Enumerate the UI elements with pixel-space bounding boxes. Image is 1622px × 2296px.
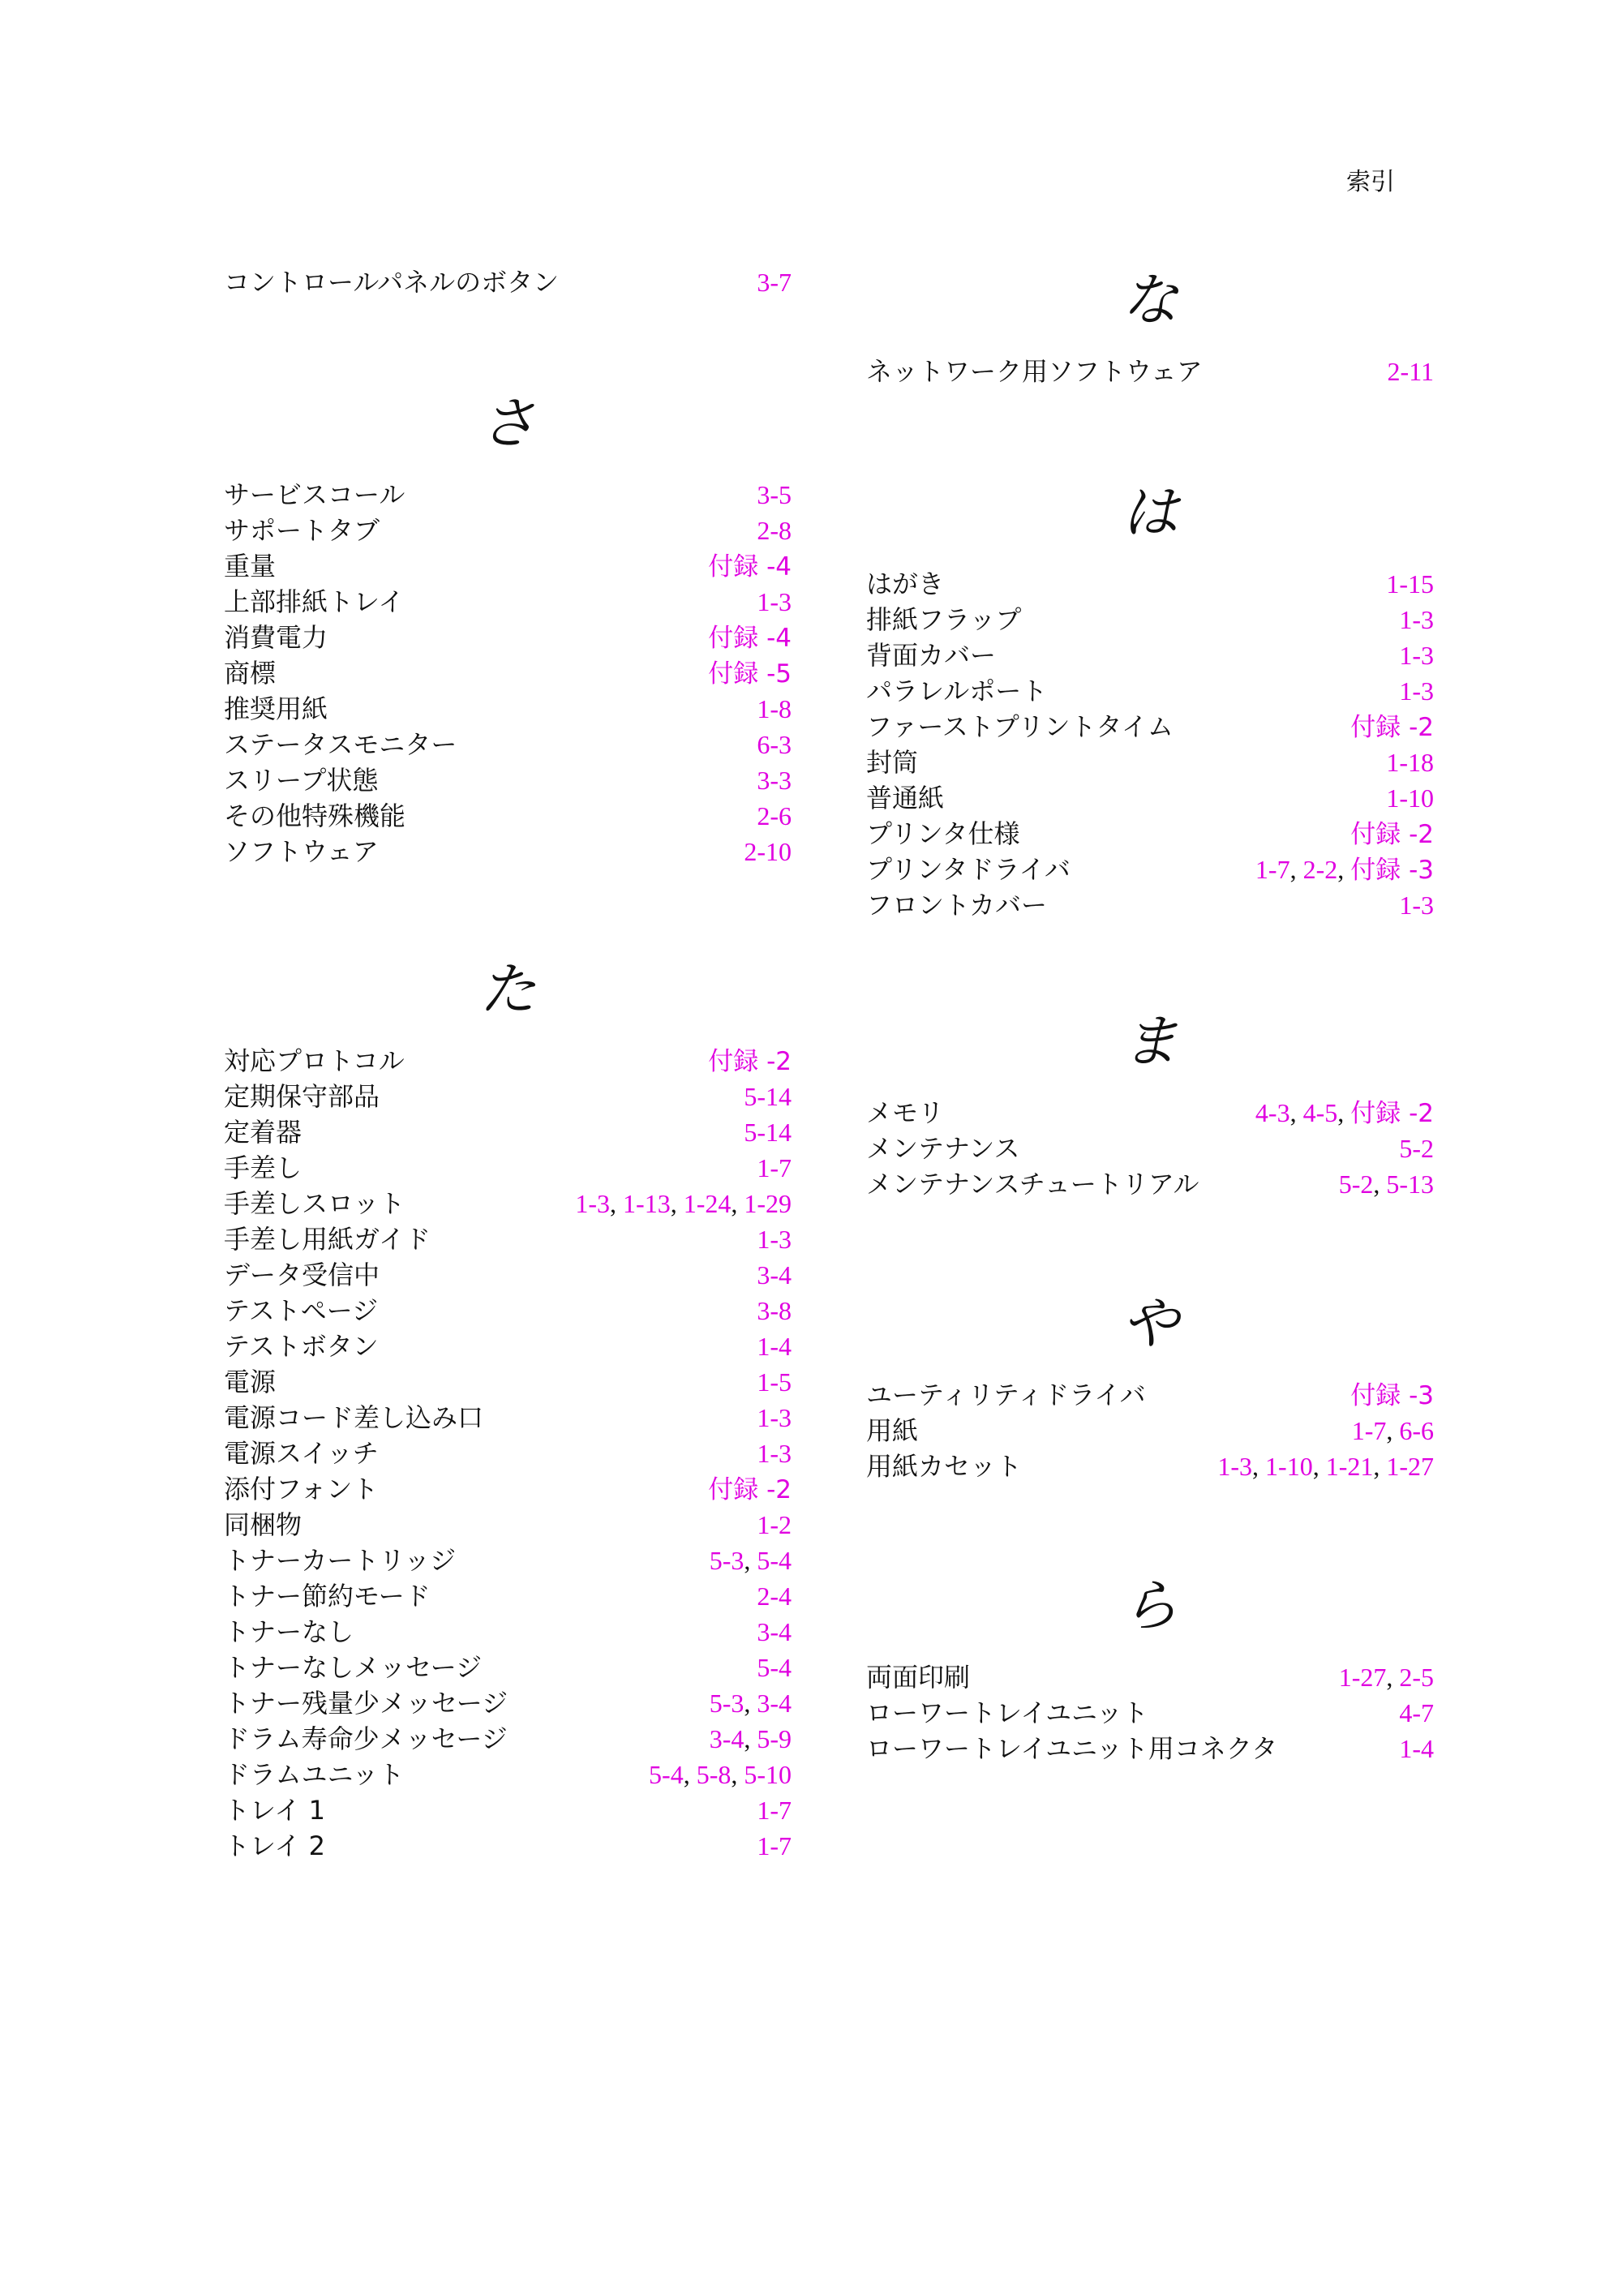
index-page-refs: [757, 1293, 792, 1328]
index-term: 消費電力: [224, 622, 328, 653]
index-entry: [224, 1043, 792, 1079]
index-term: 対応プロトコル: [224, 1045, 405, 1076]
index-entry: [224, 1400, 792, 1436]
index-page-refs: [1386, 780, 1434, 816]
index-entry: [224, 1614, 792, 1650]
page-ref-separator: ,: [744, 1689, 757, 1718]
index-page-refs: [1350, 816, 1434, 852]
page-ref-separator: ,: [1337, 1098, 1351, 1127]
page-ref-link[interactable]: 1-18: [1386, 748, 1434, 777]
page-ref-link[interactable]: 3-4: [709, 1724, 744, 1753]
index-page-refs: [1399, 673, 1434, 709]
index-page-refs: [757, 1328, 792, 1364]
page-ref-link[interactable]: 付録 -4: [708, 552, 792, 582]
page-ref-link[interactable]: 付録 -5: [708, 659, 792, 689]
page-ref-link[interactable]: 5-3: [709, 1689, 744, 1718]
page-ref-separator: ,: [1386, 1663, 1400, 1692]
page-ref-separator: ,: [731, 1189, 744, 1218]
index-page-refs: [757, 691, 792, 727]
page-ref-link[interactable]: 3-8: [757, 1296, 792, 1325]
page-ref-link[interactable]: 5-4: [757, 1546, 792, 1575]
index-term: 封筒: [866, 747, 919, 778]
index-term: トレイ 1: [224, 1795, 325, 1826]
page-ref-link[interactable]: 1-10: [1265, 1452, 1313, 1481]
page-ref-link[interactable]: 1-27: [1386, 1452, 1434, 1481]
page-ref-link[interactable]: 付録 -2: [1350, 1099, 1434, 1128]
index-entry: [224, 1364, 792, 1400]
index-entry: [866, 1695, 1434, 1731]
index-page-refs: [708, 1471, 792, 1508]
index-page-refs: [708, 620, 792, 656]
index-term: サポートタブ: [224, 515, 380, 546]
page-ref-link[interactable]: 1-7: [757, 1796, 792, 1825]
index-page-refs: [1399, 887, 1434, 923]
page-ref-link[interactable]: 1-13: [623, 1189, 671, 1218]
page-ref-link[interactable]: 付録 -2: [708, 1475, 792, 1504]
page-ref-link[interactable]: 2-10: [744, 837, 792, 866]
index-entry: [224, 1436, 792, 1471]
page-ref-link[interactable]: 1-2: [757, 1510, 792, 1539]
page-header-title: 索引: [1346, 168, 1395, 196]
index-section: [866, 1009, 1434, 1202]
index-page-refs: [1339, 1166, 1434, 1202]
index-section-heading: ら: [1122, 1573, 1178, 1639]
page-ref-link[interactable]: 付録 -2: [1350, 820, 1434, 849]
index-entry: [224, 620, 792, 655]
page-ref-separator: ,: [1289, 855, 1303, 884]
index-section: [224, 391, 792, 869]
index-entry: [224, 477, 792, 513]
index-page-refs: [1350, 1377, 1434, 1414]
index-term: スリープ状態: [224, 765, 379, 796]
page-ref-link[interactable]: 5-10: [744, 1760, 792, 1789]
page-ref-link[interactable]: 1-3: [757, 1439, 792, 1468]
index-entry: [224, 1079, 792, 1114]
index-page-refs: [1399, 1131, 1434, 1166]
page-ref-link[interactable]: 1-3: [1399, 891, 1434, 920]
index-term: サービスコール: [224, 479, 406, 510]
page-ref-link[interactable]: 2-8: [757, 516, 792, 545]
index-term: ファーストプリントタイム: [866, 711, 1174, 742]
index-page-refs: [757, 584, 792, 620]
index-page-refs: [757, 1507, 792, 1543]
index-page-refs: [1339, 1659, 1434, 1695]
index-page-refs: [757, 1364, 792, 1400]
index-term: ネットワーク用ソフトウェア: [866, 356, 1203, 387]
index-term: ユーティリティドライバ: [866, 1380, 1146, 1410]
index-section-heading: さ: [479, 390, 536, 457]
page-ref-link[interactable]: 付録 -3: [1350, 856, 1434, 885]
index-entry: [224, 1543, 792, 1578]
index-term: フロントカバー: [866, 890, 1048, 921]
index-entry: [866, 1377, 1434, 1413]
index-section: [866, 480, 1434, 923]
index-entry: [866, 637, 1434, 673]
index-term: メモリ: [866, 1097, 945, 1128]
index-page-refs: [710, 1543, 792, 1578]
index-entry: [224, 1757, 792, 1792]
page-ref-link[interactable]: 2-5: [1399, 1663, 1434, 1692]
page-ref-separator: ,: [1373, 1452, 1387, 1481]
page-ref-link[interactable]: 5-4: [649, 1760, 684, 1789]
page-ref-link[interactable]: 1-24: [683, 1189, 732, 1218]
page-ref-link[interactable]: 1-29: [744, 1189, 792, 1218]
index-page-refs: [649, 1757, 792, 1792]
index-entry: [866, 1413, 1434, 1448]
page-ref-link[interactable]: 3-5: [757, 480, 792, 509]
index-term: 電源スイッチ: [224, 1438, 379, 1469]
index-entry: [224, 584, 792, 620]
index-entry: [224, 691, 792, 727]
page-ref-separator: ,: [731, 1760, 744, 1789]
page-ref-separator: ,: [1252, 1452, 1266, 1481]
index-page-refs: [1399, 602, 1434, 637]
page-ref-link[interactable]: 1-7: [1351, 1416, 1387, 1445]
page-ref-link[interactable]: 6-6: [1399, 1416, 1434, 1445]
index-term: プリンタ仕様: [866, 818, 1020, 849]
index-entry: [224, 1471, 792, 1507]
index-term: データ受信中: [224, 1260, 380, 1290]
page-ref-link[interactable]: 付録 -2: [708, 1047, 792, 1076]
index-term: トナーなし: [224, 1616, 354, 1647]
index-entry: [224, 1221, 792, 1257]
index-entry: [866, 1166, 1434, 1202]
index-page-refs: [757, 1792, 792, 1828]
page-ref-link[interactable]: 1-10: [1386, 783, 1434, 813]
index-term: メンテナンスチュートリアル: [866, 1169, 1199, 1199]
page-ref-link[interactable]: 5-4: [757, 1653, 792, 1682]
index-term: 定期保守部品: [224, 1081, 380, 1112]
index-entry: [866, 1659, 1434, 1695]
page-ref-link[interactable]: 1-4: [1399, 1734, 1434, 1763]
index-page-refs: [1386, 566, 1434, 602]
index-term: 手差し用紙ガイド: [224, 1224, 431, 1255]
page-ref-link[interactable]: 1-3: [1399, 676, 1434, 706]
page-ref-link[interactable]: 2-6: [757, 801, 792, 830]
page-ref-separator: ,: [683, 1760, 697, 1789]
index-entry: [866, 1731, 1434, 1766]
index-entry: [224, 513, 792, 548]
index-page-refs: [744, 1079, 792, 1114]
index-page-refs: [575, 1186, 792, 1221]
index-entry: [224, 762, 792, 798]
index-term: 用紙: [866, 1415, 919, 1446]
index-page-refs: [708, 548, 792, 585]
index-page-refs: [757, 264, 792, 300]
index-entry: [866, 1095, 1434, 1131]
index-section-heading: は: [1122, 479, 1178, 546]
index-page-refs: [1399, 1731, 1434, 1766]
page-ref-separator: ,: [1337, 855, 1351, 884]
index-page-refs: [1217, 1448, 1434, 1484]
page-ref-separator: ,: [670, 1189, 684, 1218]
page-ref-link[interactable]: 2-11: [1387, 357, 1434, 386]
index-section: [866, 268, 1434, 389]
index-section-heading: や: [1122, 1290, 1178, 1357]
index-section-heading: ま: [1122, 1008, 1178, 1075]
page-ref-separator: ,: [610, 1189, 624, 1218]
page-ref-link[interactable]: 3-4: [757, 1689, 792, 1718]
index-section: [224, 264, 792, 300]
index-page-refs: [1399, 637, 1434, 673]
index-term: メンテナンス: [866, 1133, 1020, 1164]
index-page-refs: [757, 1650, 792, 1685]
index-entry: [224, 1792, 792, 1828]
index-term: コントロールパネルのボタン: [224, 267, 560, 298]
page-ref-link[interactable]: 1-3: [1399, 605, 1434, 634]
index-entry: [224, 1150, 792, 1186]
index-term: 排紙フラップ: [866, 604, 1022, 635]
page-ref-link[interactable]: 1-3: [1399, 641, 1434, 670]
page-ref-link[interactable]: 5-2: [1399, 1134, 1434, 1163]
index-entry: [224, 1293, 792, 1328]
index-page-refs: [757, 798, 792, 834]
index-section: [866, 1291, 1434, 1484]
index-term: 電源コード差し込み口: [224, 1402, 484, 1433]
index-term: 添付フォント: [224, 1474, 379, 1504]
index-term: 上部排紙トレイ: [224, 586, 405, 617]
index-page-refs: [744, 1114, 792, 1150]
index-term: 両面印刷: [866, 1662, 971, 1693]
index-entry: [224, 655, 792, 691]
page-ref-link[interactable]: 1-4: [757, 1332, 792, 1361]
index-page-refs: [757, 1400, 792, 1436]
page-ref-link[interactable]: 1-15: [1386, 569, 1434, 599]
index-entry: [866, 709, 1434, 745]
page-ref-link[interactable]: 4-3: [1255, 1098, 1290, 1127]
page-ref-link[interactable]: 1-7: [1255, 855, 1290, 884]
index-entry: [866, 887, 1434, 923]
page-ref-link[interactable]: 5-14: [744, 1118, 792, 1147]
page-ref-link[interactable]: 1-3: [757, 1403, 792, 1432]
index-entry: [866, 816, 1434, 852]
page-ref-link[interactable]: 4-5: [1302, 1098, 1338, 1127]
index-entry: [866, 745, 1434, 780]
page-ref-link[interactable]: 3-3: [757, 766, 792, 795]
index-page-refs: [1255, 852, 1434, 888]
index-entry: [224, 798, 792, 834]
index-page-refs: [1352, 1413, 1434, 1448]
index-page-refs: [1255, 1095, 1434, 1131]
index-term: テストボタン: [224, 1331, 379, 1362]
index-entry: [866, 1131, 1434, 1166]
page-ref-link[interactable]: 2-4: [757, 1581, 792, 1611]
page-ref-separator: ,: [1386, 1416, 1400, 1445]
page-ref-separator: ,: [744, 1546, 757, 1575]
index-entry: [224, 727, 792, 762]
index-entry: [866, 852, 1434, 887]
index-term: 商標: [224, 658, 277, 689]
index-section: [224, 957, 792, 1864]
index-entry: [866, 673, 1434, 709]
index-page-refs: [708, 1043, 792, 1079]
index-entry: [224, 1507, 792, 1543]
page-ref-link[interactable]: 5-13: [1386, 1169, 1434, 1199]
page-ref-link[interactable]: 3-4: [757, 1260, 792, 1290]
page-ref-link[interactable]: 5-2: [1338, 1169, 1374, 1199]
index-page-refs: [757, 1150, 792, 1186]
index-page-refs: [757, 477, 792, 513]
index-term: 推奨用紙: [224, 693, 328, 724]
page-ref-link[interactable]: 1-3: [575, 1189, 611, 1218]
index-entry: [224, 1186, 792, 1221]
index-term: 重量: [224, 551, 277, 582]
index-term: パラレルポート: [866, 676, 1048, 706]
index-entry: [224, 1685, 792, 1721]
index-page-refs: [710, 1685, 792, 1721]
page-ref-link[interactable]: 1-7: [757, 1153, 792, 1182]
index-page-refs: [710, 1721, 792, 1757]
index-term: トナーカートリッジ: [224, 1545, 457, 1576]
index-term: ステータスモニター: [224, 729, 457, 760]
index-page-refs: [708, 655, 792, 692]
index-section: [866, 1573, 1434, 1766]
index-page-refs: [1386, 745, 1434, 780]
page-ref-link[interactable]: 5-9: [757, 1724, 792, 1753]
page-ref-link[interactable]: 5-14: [744, 1082, 792, 1111]
index-term: はがき: [866, 569, 945, 599]
index-entry: [866, 354, 1434, 389]
index-section-heading: た: [479, 956, 536, 1023]
page-ref-link[interactable]: 1-3: [1217, 1452, 1253, 1481]
index-page-refs: [757, 513, 792, 548]
page-ref-link[interactable]: 付録 -2: [1350, 713, 1434, 742]
index-term: 電源: [224, 1367, 277, 1397]
page-ref-link[interactable]: 1-7: [757, 1831, 792, 1860]
index-page-refs: [757, 1578, 792, 1614]
index-entry: [224, 1650, 792, 1685]
page-ref-link[interactable]: 1-8: [757, 694, 792, 723]
index-term: ローワートレイユニット用コネクタ: [866, 1733, 1278, 1764]
page-ref-link[interactable]: 3-7: [757, 268, 792, 297]
index-term: ドラムユニット: [224, 1759, 405, 1790]
index-entry: [224, 264, 792, 300]
page-ref-link[interactable]: 1-5: [757, 1367, 792, 1397]
index-term: 背面カバー: [866, 640, 997, 671]
index-entry: [866, 1448, 1434, 1484]
page-ref-link[interactable]: 付録 -4: [708, 624, 792, 653]
index-page-refs: [1350, 709, 1434, 745]
index-term: 定着器: [224, 1117, 303, 1148]
index-page-refs: [757, 1614, 792, 1650]
index-term: ローワートレイユニット: [866, 1697, 1148, 1728]
index-page-refs: [744, 834, 792, 869]
page-ref-link[interactable]: 1-21: [1325, 1452, 1374, 1481]
index-term: 手差し: [224, 1152, 303, 1183]
index-entry: [224, 1257, 792, 1293]
page-ref-link[interactable]: 2-2: [1302, 855, 1338, 884]
page-ref-link[interactable]: 1-3: [757, 587, 792, 616]
page-ref-separator: ,: [744, 1724, 757, 1753]
index-entry: [866, 780, 1434, 816]
page-ref-separator: ,: [1373, 1169, 1387, 1199]
index-term: トナー節約モード: [224, 1581, 431, 1611]
index-term: トナーなしメッセージ: [224, 1652, 483, 1683]
page-ref-separator: ,: [1289, 1098, 1303, 1127]
page-ref-link[interactable]: 4-7: [1399, 1698, 1434, 1727]
index-term: トレイ 2: [224, 1830, 325, 1861]
page-ref-link[interactable]: 5-8: [696, 1760, 732, 1789]
page-ref-link[interactable]: 1-27: [1338, 1663, 1387, 1692]
index-term: テストページ: [224, 1295, 379, 1326]
index-page-refs: [757, 1828, 792, 1864]
index-page-refs: [1399, 1695, 1434, 1731]
index-page-refs: [757, 1221, 792, 1257]
index-page-refs: [757, 762, 792, 798]
index-entry: [224, 1328, 792, 1364]
index-entry: [224, 834, 792, 869]
index-page-refs: [757, 1257, 792, 1293]
index-entry: [224, 548, 792, 584]
index-term: プリンタドライバ: [866, 854, 1071, 885]
index-page-refs: [757, 727, 792, 762]
index-page-refs: [1388, 354, 1434, 389]
index-term: ドラム寿命少メッセージ: [224, 1723, 508, 1754]
index-entry: [224, 1578, 792, 1614]
index-term: 用紙カセット: [866, 1451, 1023, 1482]
page-ref-link[interactable]: 付録 -3: [1350, 1381, 1434, 1410]
index-term: 同梱物: [224, 1509, 303, 1540]
index-entry: [866, 602, 1434, 637]
page-ref-separator: ,: [1312, 1452, 1326, 1481]
index-term: 手差しスロット: [224, 1188, 406, 1219]
page-ref-link[interactable]: 5-3: [709, 1546, 744, 1575]
index-term: ソフトウェア: [224, 836, 379, 867]
page-ref-link[interactable]: 1-3: [757, 1225, 792, 1254]
index-term: トナー残量少メッセージ: [224, 1688, 508, 1719]
index-term: その他特殊機能: [224, 800, 406, 831]
index-entry: [224, 1828, 792, 1864]
index-section-heading: な: [1122, 267, 1178, 333]
page-ref-link[interactable]: 6-3: [757, 730, 792, 759]
index-term: 普通紙: [866, 783, 945, 813]
index-entry: [224, 1721, 792, 1757]
index-page-refs: [757, 1436, 792, 1471]
page-ref-link[interactable]: 3-4: [757, 1617, 792, 1646]
index-entry: [224, 1114, 792, 1150]
index-entry: [866, 566, 1434, 602]
